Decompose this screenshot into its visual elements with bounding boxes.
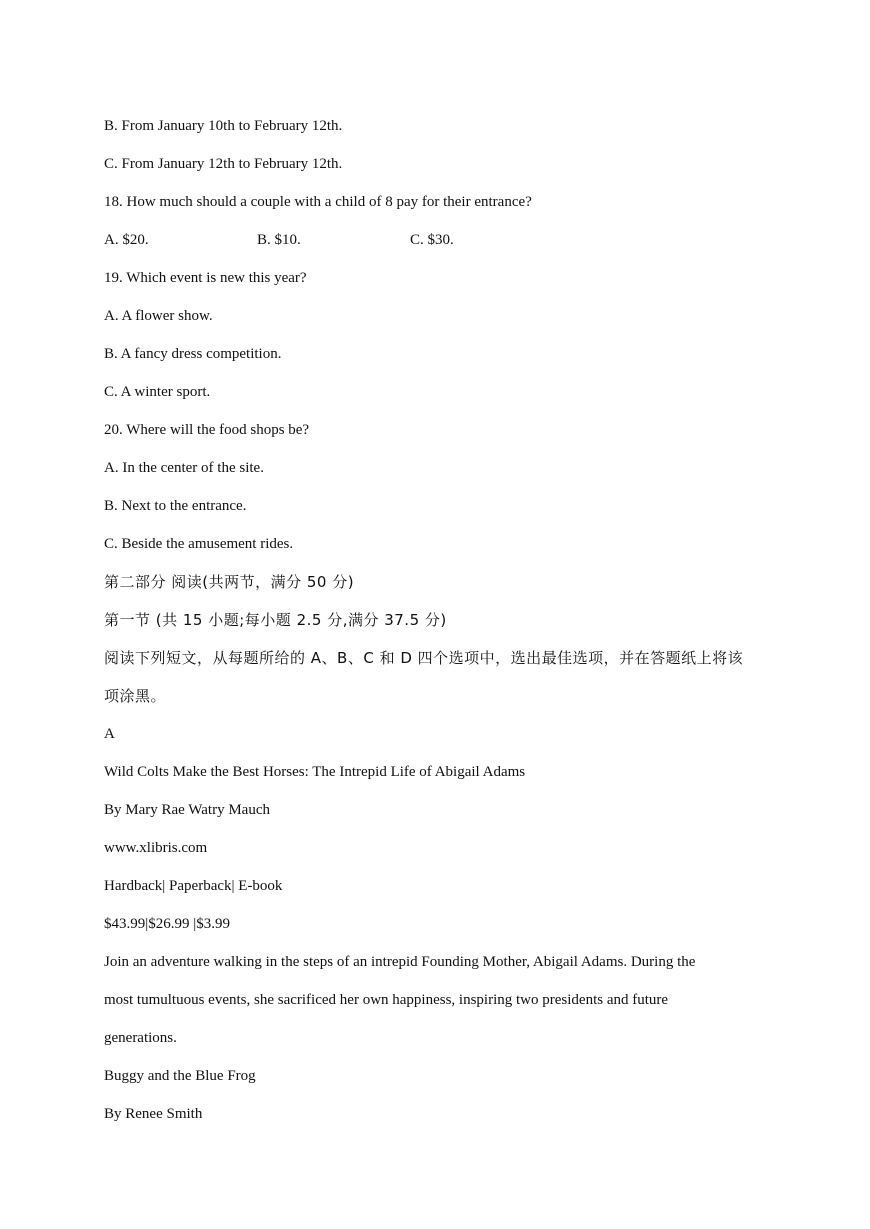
book2-title: Buggy and the Blue Frog bbox=[104, 1068, 256, 1084]
instruction-line-1: 阅读下列短文，从每题所给的 A、B、C 和 D 四个选项中，选出最佳选项，并在答题纸上将该 bbox=[104, 649, 744, 667]
exam-page bbox=[104, 107, 784, 1133]
book1-desc-line-3: generations. bbox=[104, 1030, 177, 1046]
instruction-line-2: 项涂黑。 bbox=[104, 687, 167, 705]
book1-prices: $43.99|$26.99 |$3.99 bbox=[104, 916, 231, 932]
q20-question: 20. Where will the food shops be? bbox=[104, 422, 310, 438]
book1-author: By Mary Rae Watry Mauch bbox=[104, 802, 270, 818]
q19-option-c: C. A winter sport. bbox=[104, 384, 211, 400]
section1-heading: 第一节 (共 15 小题;每小题 2.5 分,满分 37.5 分) bbox=[104, 611, 447, 629]
q19-question: 19. Which event is new this year? bbox=[104, 270, 307, 286]
q17-option-c: C. From January 12th to February 12th. bbox=[104, 156, 343, 172]
passage-label: A bbox=[104, 726, 115, 742]
q20-option-b: B. Next to the entrance. bbox=[104, 498, 247, 514]
q19-option-a: A. A flower show. bbox=[104, 308, 213, 324]
book1-website: www.xlibris.com bbox=[104, 840, 208, 856]
book1-title: Wild Colts Make the Best Horses: The Intrepid Life of Abigail Adams bbox=[104, 764, 526, 780]
q18-option-b: B. $10. bbox=[257, 232, 301, 248]
book1-desc-line-1: Join an adventure walking in the steps of an intrepid Founding Mother, Abigail Adams. During the bbox=[104, 954, 696, 970]
q19-option-b: B. A fancy dress competition. bbox=[104, 346, 282, 362]
q18-question: 18. How much should a couple with a child of 8 pay for their entrance? bbox=[104, 194, 532, 210]
q18-option-a: A. $20. bbox=[104, 232, 149, 248]
q17-option-b: B. From January 10th to February 12th. bbox=[104, 118, 343, 134]
q20-option-c: C. Beside the amusement rides. bbox=[104, 536, 294, 552]
part2-heading: 第二部分 阅读(共两节，满分 50 分) bbox=[104, 573, 355, 591]
q18-option-c: C. $30. bbox=[410, 232, 454, 248]
q18-options bbox=[104, 221, 784, 259]
book1-desc-line-2: most tumultuous events, she sacrificed her own happiness, inspiring two presidents and future bbox=[104, 992, 669, 1008]
q20-option-a: A. In the center of the site. bbox=[104, 460, 264, 476]
book2-author: By Renee Smith bbox=[104, 1106, 203, 1122]
book1-formats: Hardback| Paperback| E-book bbox=[104, 878, 283, 894]
